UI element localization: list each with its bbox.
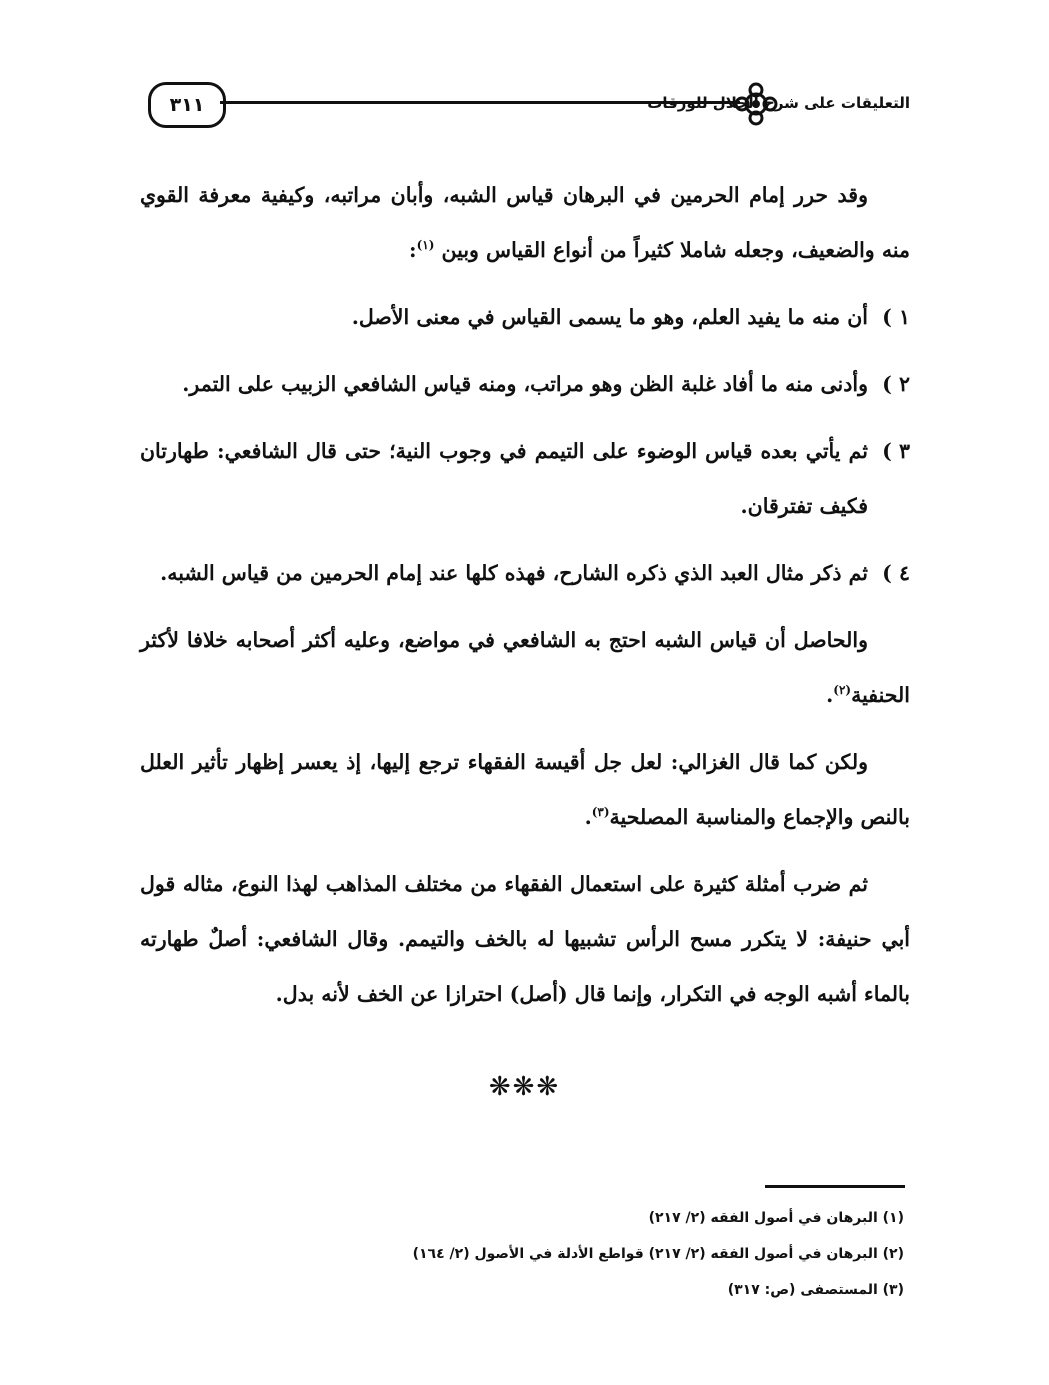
list-item-number: ٤ ) — [882, 561, 910, 585]
paragraph-examples: ثم ضرب أمثلة كثيرة على استعمال الفقهاء من مختلف المذاهب لهذا النوع، مثاله قول أبي حنيفة: لا يتكرر مسح الرأس تشبيها له بالخف والتيمم. وقال الشافعي: أصلٌ طهارته بالماء أشبه الوجه في التكرار، وإنما قال (أصل) احترازا عن الخف لأنه بدل. — [140, 872, 910, 1006]
footnote-ref-1[interactable]: (١) — [416, 238, 435, 253]
main-text — [140, 168, 910, 1034]
footnote-1: (١) البرهان في أصول الفقه (٢/ ٢١٧) — [648, 1210, 904, 1226]
list-item-text: أن منه ما يفيد العلم، وهو ما يسمى القياس في معنى الأصل. — [351, 305, 868, 329]
list-item-number: ٢ ) — [882, 372, 910, 396]
list-item — [140, 424, 910, 534]
list-item — [140, 357, 910, 412]
section-separator: ❋❋❋ — [488, 1072, 561, 1102]
footnotes — [284, 1200, 904, 1308]
list-item-number: ١ ) — [882, 305, 910, 329]
footnote-ref-3[interactable]: (٣) — [591, 805, 610, 820]
footnote-3: (٣) المستصفى (ص: ٣١٧) — [727, 1282, 904, 1298]
paragraph-ghazali: ولكن كما قال الغزالي: لعل جل أقيسة الفقهاء ترجع إليها، إذ يعسر إظهار تأثير العلل بالنص والإجماع والمناسبة المصلحية$^{(٣)}$. — [140, 750, 910, 829]
footnote-rule — [765, 1185, 905, 1188]
paragraph-intro: وقد حرر إمام الحرمين في البرهان قياس الشبه، وأبان مراتبه، وكيفية معرفة القوي منه والضعيف، وجعله شاملا كثيراً من أنواع القياس وبين $^{(١)}$: — [140, 183, 910, 262]
footnote-ref-2[interactable]: (٢) — [833, 683, 852, 698]
page-number-badge — [148, 82, 226, 128]
paragraph-summary: والحاصل أن قياس الشبه احتج به الشافعي في مواضع، وعليه أكثر أصحابه خلافا لأكثر الحنفية$^{(٢)}$. — [140, 628, 910, 707]
list-item — [140, 290, 910, 345]
list-item — [140, 546, 910, 601]
list-item-text: وأدنى منه ما أفاد غلبة الظن وهو مراتب، ومنه قياس الشافعي الزبيب على التمر. — [182, 372, 868, 396]
running-title: التعليقات على شرح الجلال للورقات — [647, 94, 910, 112]
page-number: ٣١١ — [169, 94, 205, 116]
list-item-number: ٣ ) — [882, 439, 910, 463]
footnote-2: (٢) البرهان في أصول الفقه (٢/ ٢١٧) قواطع الأدلة في الأصول (٢/ ١٦٤) — [412, 1246, 904, 1262]
page-header — [140, 72, 910, 142]
list-item-text: ثم ذكر مثال العبد الذي ذكره الشارح، فهذه كلها عند إمام الحرمين من قياس الشبه. — [160, 561, 868, 585]
list-item-text: ثم يأتي بعده قياس الوضوء على التيمم في وجوب النية؛ حتى قال الشافعي: طهارتان فكيف تفترقان. — [140, 439, 868, 518]
